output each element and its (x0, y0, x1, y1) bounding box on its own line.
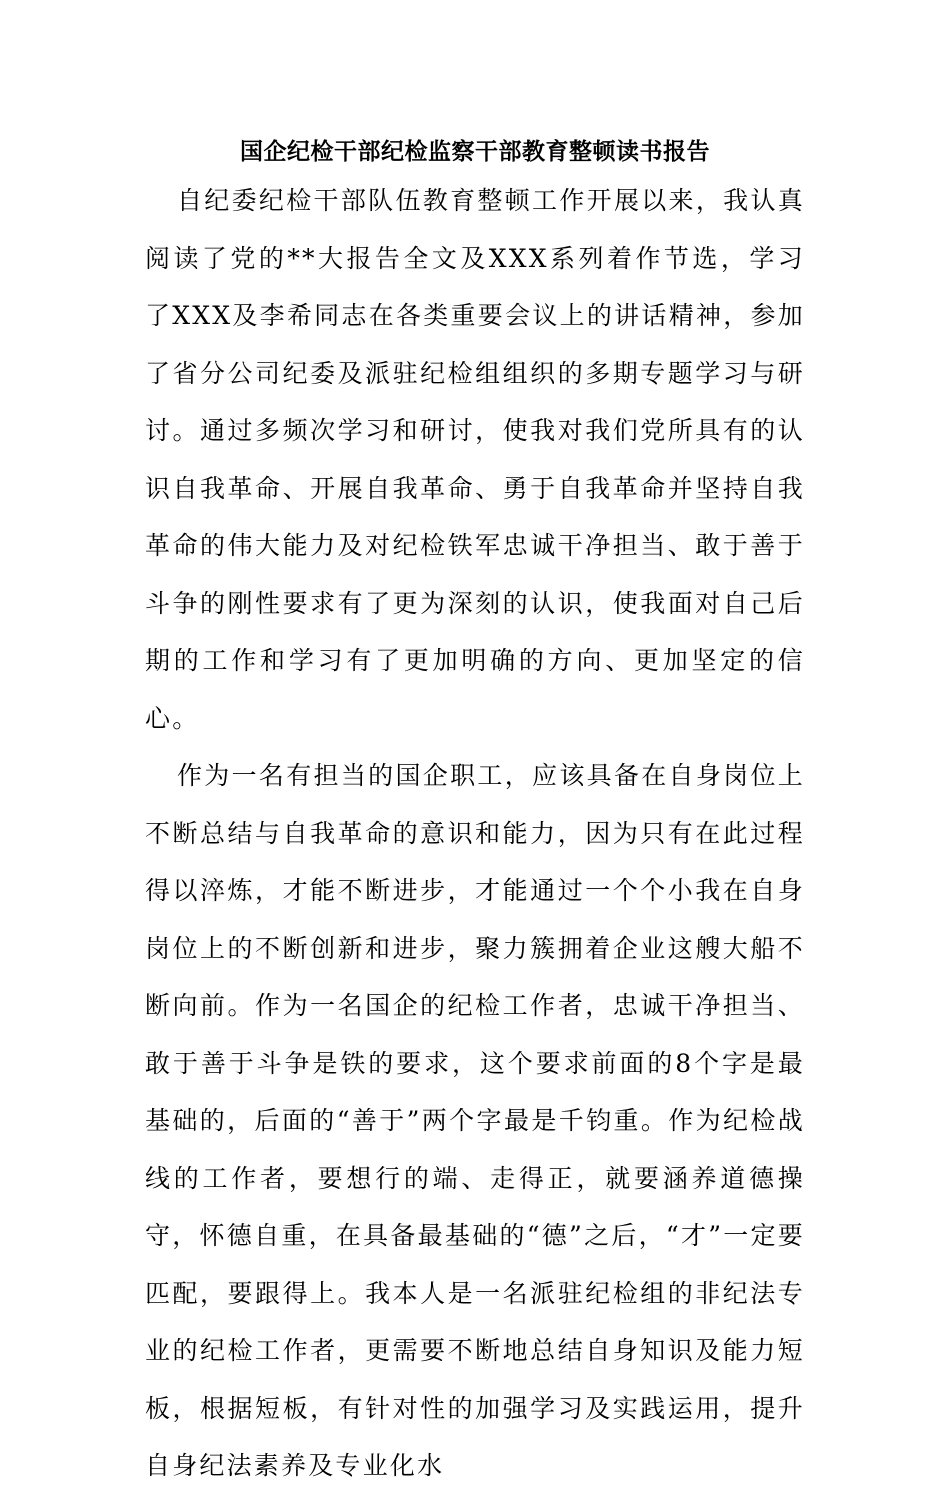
document-title: 国企纪检干部纪检监察干部教育整顿读书报告 (240, 138, 710, 165)
paragraph: 作为一名有担当的国企职工，应该具备在自身岗位上不断总结与自我革命的意识和能力，因为只有在此过程得以淬炼，才能不断进步，才能通过一个个小我在自身岗位上的不断创新和进步，聚力簇拥着企业这艘大船不断向前。作为一名国企的纪检工作者，忠诚干净担当、敢于善于斗争是铁的要求，这个要求前面的8个字是最基础的，后面的“善于”两个字最是千钧重。作为纪检战线的工作者，要想行的端、走得正，就要涵养道德操守，怀德自重，在具备最基础的“德”之后，“才”一定要匹配，要跟得上。我本人是一名派驻纪检组的非纪法专业的纪检工作者，更需要不断地总结自身知识及能力短板，根据短板，有针对性的加强学习及实践运用，提升自身纪法素养及专业化水 (145, 761, 805, 1480)
document-body (145, 172, 805, 1495)
paragraph: 自纪委纪检干部队伍教育整顿工作开展以来，我认真阅读了党的**大报告全文及XXX系列着作节选，学习了XXX及李希同志在各类重要会议上的讲话精神，参加了省分公司纪委及派驻纪检组组织的多期专题学习与研讨。通过多频次学习和研讨，使我对我们党所具有的认识自我革命、开展自我革命、勇于自我革命并坚持自我革命的伟大能力及对纪检铁军忠诚干净担当、敢于善于斗争的刚性要求有了更为深刻的认识，使我面对自己后期的工作和学习有了更加明确的方向、更加坚定的信心。 (145, 186, 805, 733)
